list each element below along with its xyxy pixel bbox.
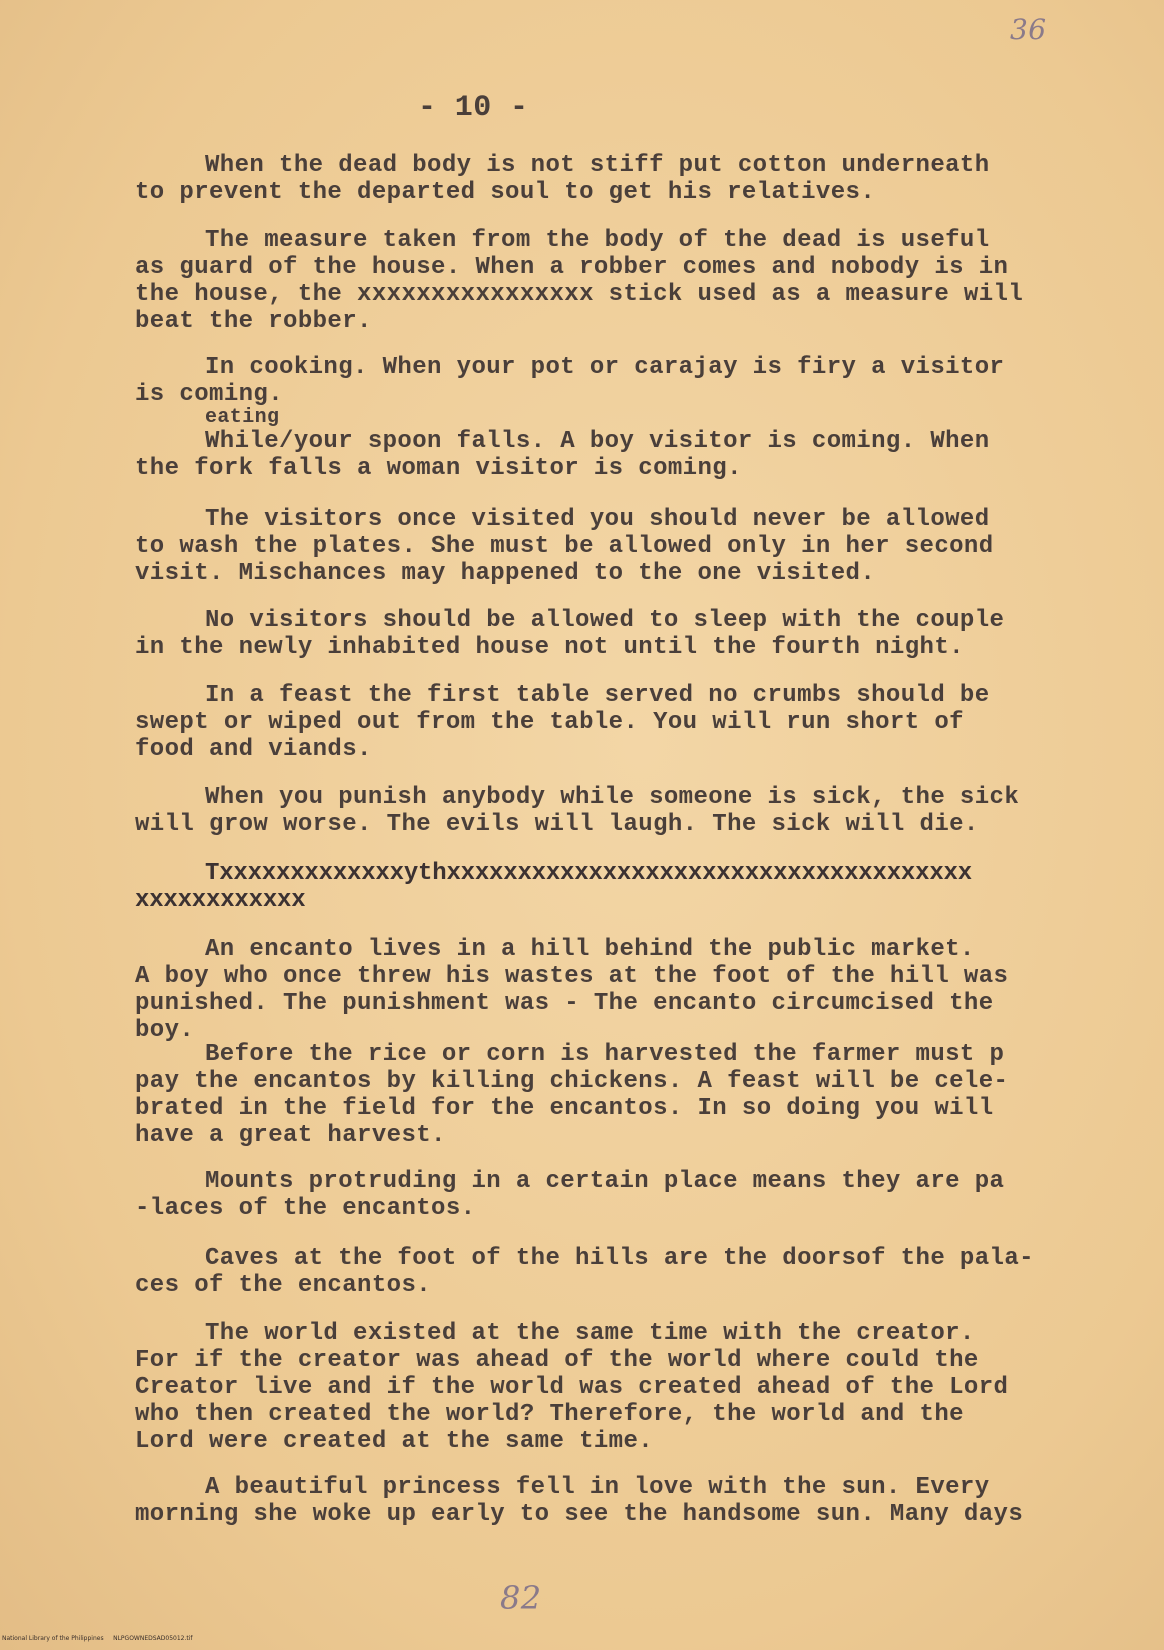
text-line: In a feast the first table served no crumbs should be [205,682,990,709]
text-line: is coming. [135,381,284,408]
text-line: boy. [135,1017,195,1044]
text-line: A beautiful princess fell in love with the sun. Every [205,1474,990,1501]
text-line: swept or wiped out from the table. You will run short of [135,709,964,736]
text-line: have a great harvest. [135,1122,446,1149]
text-line: The visitors once visited you should never be allowed [205,506,990,533]
text-line: No visitors should be allowed to sleep with the couple [205,607,1005,634]
text-line: Before the rice or corn is harvested the farmer must p [205,1041,1005,1068]
text-line: the house, the xxxxxxxxxxxxxxxx stick used as a measure will [135,281,1024,308]
text-line: Creator live and if the world was created ahead of the Lord [135,1374,1009,1401]
inserted-word: eating [205,406,280,429]
text-line: Lord were created at the same time. [135,1428,654,1455]
handwritten-page-number: 36 [1010,13,1047,46]
text-line: An encanto lives in a hill behind the public market. [205,936,975,963]
text-line: Mounts protruding in a certain place means they are pa [205,1168,1005,1195]
text-line: ces of the encantos. [135,1272,432,1299]
text-line: to prevent the departed soul to get his relatives. [135,179,876,206]
text-line: visit. Mischances may happened to the one visited. [135,560,876,587]
text-line: -laces of the encantos. [135,1195,476,1222]
scan-footer-note: National Library of the Philippines NLPGOWNEDSAD05012.tif [2,1635,193,1642]
text-line: pay the encantos by killing chickens. A feast will be cele- [135,1068,1009,1095]
text-line: the fork falls a woman visitor is coming. [135,455,742,482]
text-line: food and viands. [135,736,372,763]
page-header: - 10 - [418,91,529,125]
text-line: When you punish anybody while someone is sick, the sick [205,784,1020,811]
struck-line: xxxxxxxxxxxx [135,887,306,914]
text-line: A boy who once threw his wastes at the foot of the hill was [135,963,1009,990]
text-line: to wash the plates. She must be allowed only in her second [135,533,994,560]
text-line: as guard of the house. When a robber comes and nobody is in [135,254,1009,281]
text-line: The measure taken from the body of the dead is useful [205,227,990,254]
text-line: For if the creator was ahead of the world where could the [135,1347,979,1374]
text-line: beat the robber. [135,308,372,335]
text-line: punished. The punishment was - The encanto circumcised the [135,990,994,1017]
text-line: will grow worse. The evils will laugh. The sick will die. [135,811,979,838]
text-line: morning she woke up early to see the handsome sun. Many days [135,1501,1024,1528]
struck-line: Txxxxxxxxxxxxxythxxxxxxxxxxxxxxxxxxxxxxxxxxxxxxxxxxxxx [205,860,972,887]
text-line: In cooking. When your pot or carajay is firy a visitor [205,354,1005,381]
text-line: The world existed at the same time with the creator. [205,1320,975,1347]
handwritten-bottom-number: 82 [500,1579,542,1617]
text-line: When the dead body is not stiff put cotton underneath [205,152,990,179]
text-line: Caves at the foot of the hills are the doorsof the pala- [205,1245,1034,1272]
text-line: While/your spoon falls. A boy visitor is coming. When [205,428,990,455]
text-line: in the newly inhabited house not until the fourth night. [135,634,964,661]
text-line: who then created the world? Therefore, the world and the [135,1401,964,1428]
text-line: brated in the field for the encantos. In so doing you will [135,1095,994,1122]
